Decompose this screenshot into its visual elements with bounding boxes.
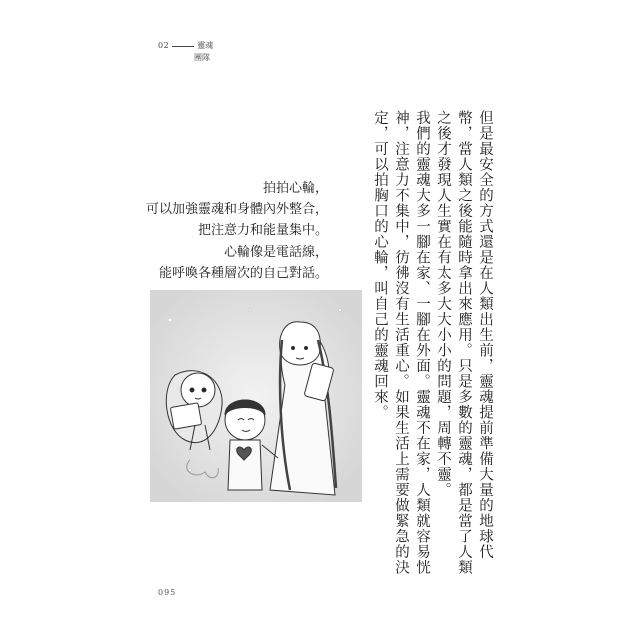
body-paragraph: 但是最安全的方式還是在人類出生前，靈魂提前準備大量的地球代幣，當人類之後能隨時拿出來應用。只是多數的靈魂，都是當了人類之後才發現人生實在有太多大大小小的問題，周轉不靈。: [435, 110, 493, 575]
vertical-body-text: [360, 110, 495, 575]
caption-heart-chakra: [146, 178, 328, 241]
caption-telephone-line: [159, 242, 328, 284]
chapter-subtitle: 團隊: [194, 53, 210, 62]
body-paragraph: 我們的靈魂大多一腳在家、一腳在外面。靈魂不在家，人類就容易恍神，注意力不集中，彷彿沒有生活重心。如果生活上需要做緊急的決定，可以拍胸口的心輪，叫自己的靈魂回來。: [372, 110, 430, 575]
page-number: 095: [158, 588, 177, 597]
caption-line: 把注意力和能量集中。: [197, 223, 328, 238]
caption-line: 能呼喚各種層次的自己對話。: [158, 266, 328, 281]
chapter-title: 靈魂: [197, 41, 214, 50]
header-rule: [172, 46, 194, 47]
manga-illustration: [150, 290, 362, 502]
caption-line: 心輪像是電話線，: [223, 245, 328, 260]
chapter-number: 02: [158, 41, 170, 50]
caption-line: 可以加強靈魂和身體內外整合，: [145, 202, 328, 217]
running-header: [158, 40, 213, 64]
caption-line: 拍拍心輪，: [262, 181, 328, 196]
